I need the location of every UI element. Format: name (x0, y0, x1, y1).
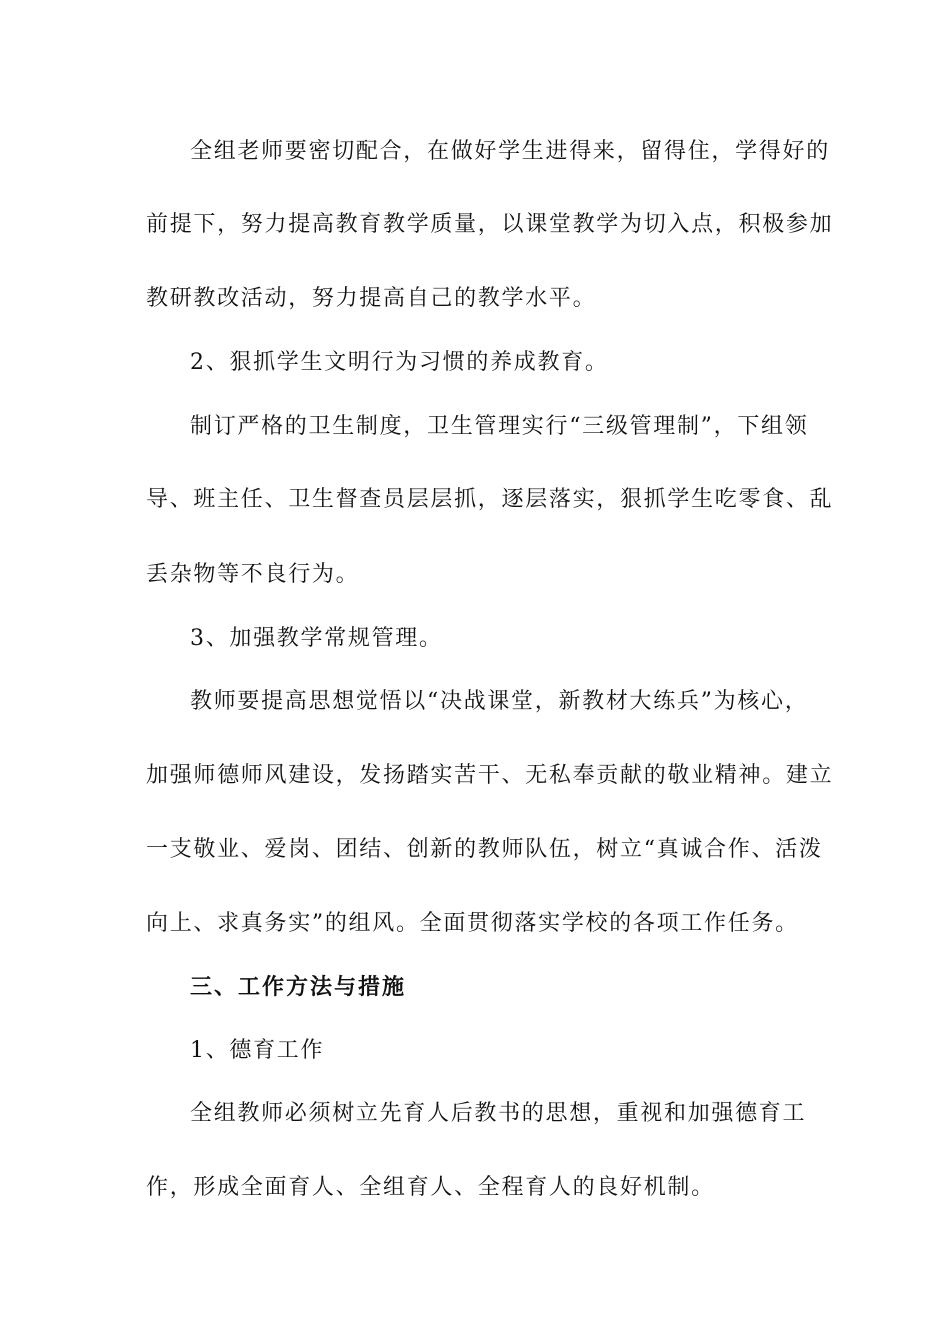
paragraph-4-line-2: 作，形成全面育人、全组育人、全程育人的良好机制。 (146, 1175, 715, 1200)
paragraph-3-line-4: 向上、求真务实”的组风。全面贯彻落实学校的各项工作任务。 (146, 911, 799, 936)
paragraph-2-line-3: 丢杂物等不良行为。 (146, 562, 360, 587)
paragraph-1-line-2: 前提下，努力提高教育教学质量，以课堂教学为切入点，积极参加 (146, 212, 834, 237)
paragraph-2-line-2: 导、班主任、卫生督查员层层抓，逐层落实，狠抓学生吃零食、乱 (146, 487, 834, 512)
paragraph-4-line-1: 全组教师必须树立先育人后教书的思想，重视和加强德育工 (190, 1101, 807, 1126)
paragraph-3-line-3: 一支敬业、爱岗、团结、创新的教师队伍，树立“真诚合作、活泼 (146, 837, 823, 862)
paragraph-3-line-2: 加强师德师风建设，发扬踏实苦干、无私奉贡献的敬业精神。建立 (146, 763, 834, 788)
paragraph-2-line-1: 制订严格的卫生制度，卫生管理实行“三级管理制”，下组领 (190, 414, 809, 439)
paragraph-1-line-1: 全组老师要密切配合，在做好学生进得来，留得住，学得好的 (190, 139, 830, 164)
subsection-title: 1、德育工作 (190, 1038, 325, 1063)
item-2-title: 2、狠抓学生文明行为习惯的养成教育。 (190, 350, 609, 375)
item-3-title: 3、加强教学常规管理。 (190, 626, 443, 651)
paragraph-3-line-1: 教师要提高思想觉悟以“决战课堂，新教材大练兵”为核心， (190, 689, 809, 714)
section-heading: 三、工作方法与措施 (190, 975, 407, 1000)
paragraph-1-line-3: 教研教改活动，努力提高自己的教学水平。 (146, 286, 597, 311)
